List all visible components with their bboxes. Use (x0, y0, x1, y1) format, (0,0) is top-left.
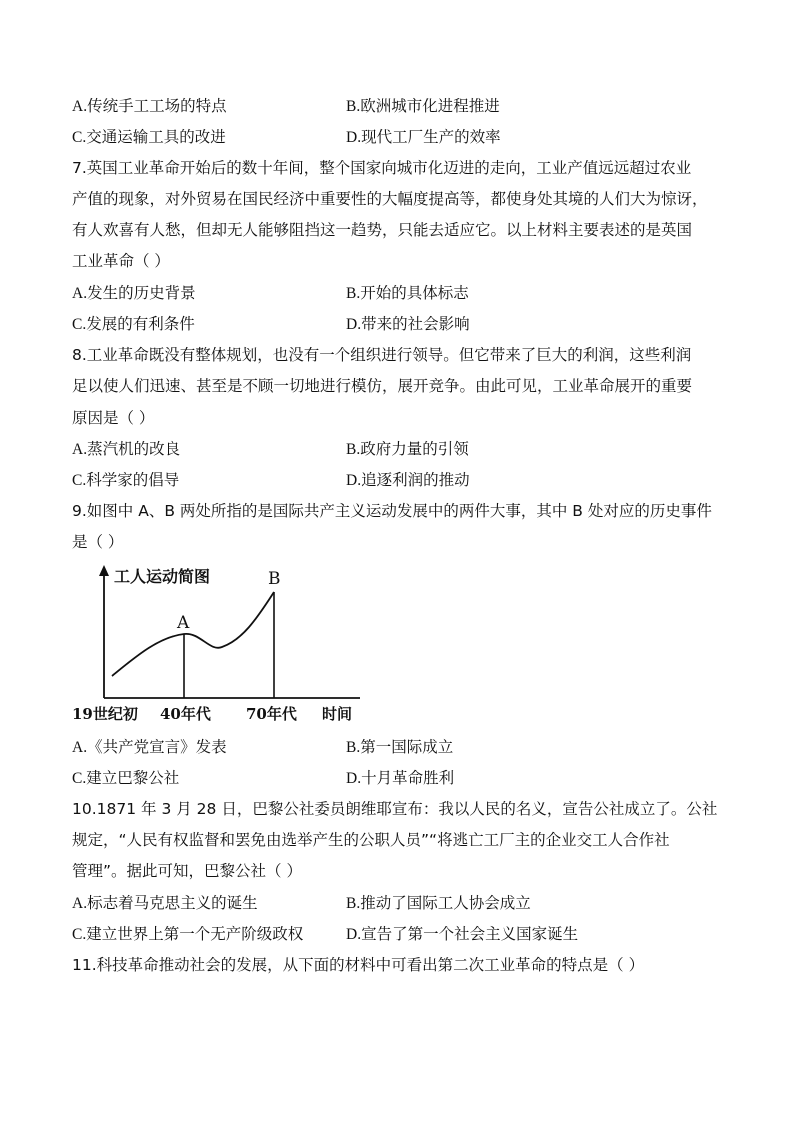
option-key: D. (346, 926, 362, 943)
option-key: C. (72, 316, 87, 333)
option-text: 政府力量的引领 (360, 440, 469, 458)
q9-option-d[interactable] (346, 768, 454, 789)
q7-option-a[interactable] (72, 283, 196, 304)
q8-stem-line-2: 足以使人们迅速、甚至是不顾一切地进行模仿，展开竞争。由此可见，工业革命展开的重要 (72, 377, 693, 395)
option-text: 蒸汽机的改良 (87, 440, 181, 458)
option-text: 标志着马克思主义的诞生 (87, 894, 258, 912)
labor-movement-diagram (72, 562, 362, 730)
option-text: 《共产党宣言》发表 (87, 738, 227, 756)
option-text: 科学家的倡导 (86, 471, 180, 489)
option-text: 发展的有利条件 (86, 315, 195, 333)
option-key: A. (72, 285, 88, 302)
q6-option-d[interactable] (346, 127, 501, 148)
option-key: A. (72, 895, 88, 912)
option-key: C. (72, 129, 87, 146)
q7-option-c[interactable] (72, 314, 195, 335)
option-text: 发生的历史背景 (87, 284, 196, 302)
q10-stem-line-3: 管理”。据此可知，巴黎公社（ ） (72, 862, 302, 880)
q10-stem-line-1: 10.1871 年 3 月 28 日，巴黎公社委员朗维耶宣布：我以人民的名义，宣告公社成立了。公社 (72, 800, 718, 818)
q6-option-b[interactable] (346, 96, 500, 117)
option-key: B. (346, 739, 361, 756)
x-tick-label: 70年代 (246, 705, 297, 723)
option-key: D. (346, 129, 362, 146)
option-text: 传统手工工场的特点 (87, 97, 227, 115)
q10-option-d[interactable] (346, 924, 578, 945)
option-key: B. (346, 441, 361, 458)
q7-stem-line-1: 7.英国工业革命开始后的数十年间，整个国家向城市化迈进的走向，工业产值远远超过农业 (72, 159, 692, 177)
option-key: C. (72, 472, 87, 489)
q7-stem-line-3: 有人欢喜有人愁，但却无人能够阻挡这一趋势，只能去适应它。以上材料主要表述的是英国 (72, 221, 693, 239)
q10-option-a[interactable] (72, 893, 258, 914)
q7-option-b[interactable] (346, 283, 469, 304)
q8-stem-line-1: 8.工业革命既没有整体规划，也没有一个组织进行领导。但它带来了巨大的利润，这些利润 (72, 346, 692, 364)
option-text: 十月革命胜利 (361, 769, 455, 787)
q9-stem-line-1: 9.如图中 A、B 两处所指的是国际共产主义运动发展中的两件大事，其中 B 处对应的历史事件 (72, 502, 712, 520)
option-text: 欧洲城市化进程推进 (360, 97, 500, 115)
point-b-label: B (268, 569, 281, 589)
q7-option-d[interactable] (346, 314, 470, 335)
q9-option-c[interactable] (72, 768, 179, 789)
option-text: 宣告了第一个社会主义国家诞生 (361, 925, 579, 943)
q6-option-c[interactable] (72, 127, 226, 148)
option-text: 第一国际成立 (360, 738, 454, 756)
option-text: 开始的具体标志 (360, 284, 469, 302)
option-key: D. (346, 770, 362, 787)
option-key: B. (346, 285, 361, 302)
q7-stem-line-4: 工业革命（ ） (72, 252, 170, 270)
option-key: A. (72, 441, 88, 458)
x-tick-label: 40年代 (160, 705, 211, 723)
option-text: 带来的社会影响 (361, 315, 470, 333)
x-tick-label: 19世纪初 (72, 705, 138, 723)
option-text: 追逐利润的推动 (361, 471, 470, 489)
q9-stem-line-2: 是（ ） (72, 533, 124, 551)
q9-option-a[interactable] (72, 737, 227, 758)
q9-option-b[interactable] (346, 737, 453, 758)
option-text: 现代工厂生产的效率 (361, 128, 501, 146)
option-key: D. (346, 316, 362, 333)
option-key: A. (72, 739, 88, 756)
option-text: 建立世界上第一个无产阶级政权 (86, 925, 304, 943)
option-key: D. (346, 472, 362, 489)
q6-option-a[interactable] (72, 96, 227, 117)
option-key: B. (346, 98, 361, 115)
x-axis-title: 时间 (322, 705, 353, 723)
q8-stem-line-3: 原因是（ ） (72, 409, 155, 427)
option-text: 建立巴黎公社 (86, 769, 180, 787)
point-a-label: A (177, 613, 190, 633)
q10-stem-line-2: 规定，“人民有权监督和罢免由选举产生的公职人员”“将逃亡工厂主的企业交工人合作社 (72, 831, 670, 849)
y-axis-arrow (99, 565, 109, 576)
option-text: 交通运输工具的改进 (86, 128, 226, 146)
q8-option-a[interactable] (72, 439, 180, 460)
option-key: B. (346, 895, 361, 912)
q8-option-b[interactable] (346, 439, 469, 460)
q10-option-b[interactable] (346, 893, 531, 914)
diagram-title: 工人运动简图 (114, 567, 211, 586)
q8-option-d[interactable] (346, 470, 470, 491)
option-text: 推动了国际工人协会成立 (360, 894, 531, 912)
trend-curve (112, 592, 274, 676)
option-key: C. (72, 926, 87, 943)
q11-stem-line-1: 11.科技革命推动社会的发展，从下面的材料中可看出第二次工业革命的特点是（ ） (72, 956, 645, 974)
q8-option-c[interactable] (72, 470, 179, 491)
q7-stem-line-2: 产值的现象，对外贸易在国民经济中重要性的大幅度提高等，都使身处其境的人们大为惊讶， (72, 190, 708, 208)
q10-option-c[interactable] (72, 924, 303, 945)
option-key: C. (72, 770, 87, 787)
option-key: A. (72, 98, 88, 115)
